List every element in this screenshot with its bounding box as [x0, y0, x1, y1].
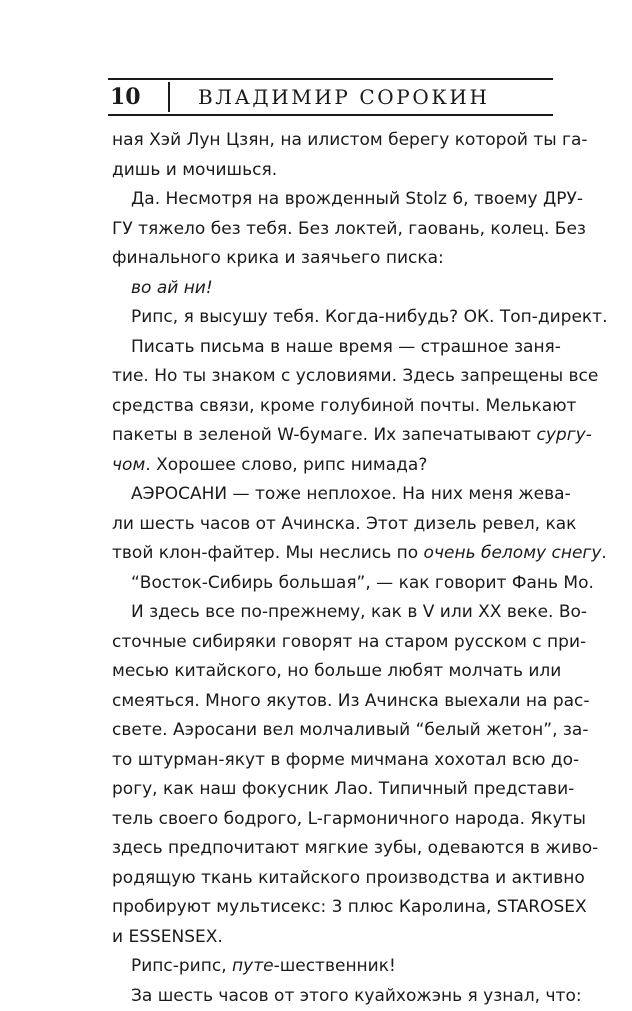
text-line: и ESSENSEX. [112, 923, 555, 953]
text-line-italic: во ай ни! [112, 274, 555, 304]
running-title: ВЛАДИМИР СОРОКИН [198, 80, 553, 114]
text-line: пробируют мультисекс: 3 плюс Каролина, STAROSEX [112, 893, 555, 923]
text-line: пакеты в зеленой W-бумаге. Их запечатывают сургу- [112, 421, 555, 451]
text-line: месью китайского, но больше любят молчать или [112, 657, 555, 687]
page-number: 10 [110, 80, 141, 114]
italic-word: сургу- [537, 425, 592, 445]
text-line: ная Хэй Лун Цзян, на илистом берегу которой ты га- [112, 126, 555, 156]
text-line: смеяться. Много якутов. Из Ачинска выехали на рас- [112, 687, 555, 717]
text-line: Да. Несмотря на врожденный Stolz 6, твоему ДРУ- [112, 185, 555, 215]
text-line: За шесть часов от этого куайхожэнь я узнал, что: [112, 982, 555, 1011]
text-line: твой клон-файтер. Мы неслись по очень белому снегу. [112, 539, 555, 569]
text-line: Писать письма в наше время — страшное заня- [112, 333, 555, 363]
text-line: сточные сибиряки говорят на старом русском с при- [112, 628, 555, 658]
body-text [112, 126, 555, 1011]
text-line: ли шесть часов от Ачинска. Этот дизель ревел, как [112, 510, 555, 540]
text-line: финального крика и заячьего писка: [112, 244, 555, 274]
text-line: АЭРОСАНИ — тоже неплохое. На них меня жева- [112, 480, 555, 510]
italic-word: чом [112, 455, 145, 475]
italic-phrase: очень белому снегу [424, 543, 602, 563]
header-bottom-rule [108, 114, 553, 116]
text-line: И здесь все по-прежнему, как в V или XX веке. Во- [112, 598, 555, 628]
text-line: рогу, как наш фокусник Лао. Типичный представи- [112, 775, 555, 805]
text-line: тель своего бодрого, L-гармоничного народа. Якуты [112, 805, 555, 835]
text-line: чом. Хорошее слово, рипс нимада? [112, 451, 555, 481]
text-line: тие. Но ты знаком с условиями. Здесь запрещены все [112, 362, 555, 392]
text-line: средства связи, кроме голубиной почты. Мелькают [112, 392, 555, 422]
text-line: дишь и мочишься. [112, 156, 555, 186]
text-line: Рипс-рипс, путе-шественник! [112, 952, 555, 982]
text-line: то штурман-якут в форме мичмана хохотал всю до- [112, 746, 555, 776]
italic-word: путе [232, 956, 274, 976]
running-header [108, 66, 553, 118]
text-line: “Восток-Сибирь большая”, — как говорит Фань Мо. [112, 569, 555, 599]
text-line: ГУ тяжело без тебя. Без локтей, гаовань, колец. Без [112, 215, 555, 245]
text-line: свете. Аэросани вел молчаливый “белый жетон”, за- [112, 716, 555, 746]
header-separator [168, 82, 170, 112]
text-line: Рипс, я высушу тебя. Когда-нибудь? ОК. Топ-директ. [112, 303, 555, 333]
text-line: здесь предпочитают мягкие зубы, одеваются в живо- [112, 834, 555, 864]
text-line: родящую ткань китайского производства и активно [112, 864, 555, 894]
